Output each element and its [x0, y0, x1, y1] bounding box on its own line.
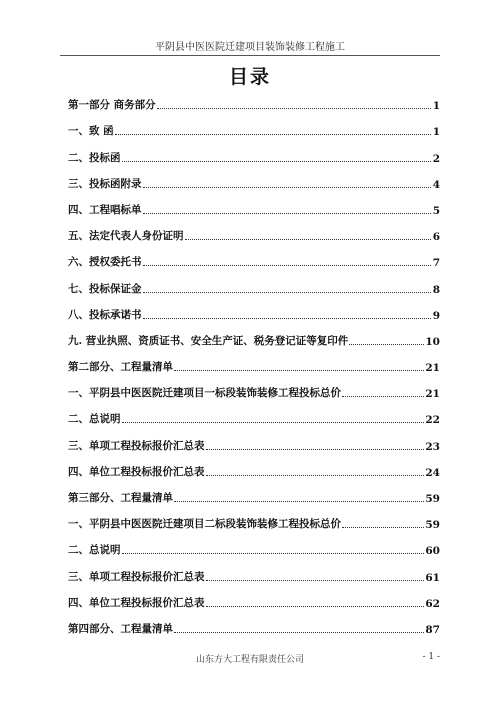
toc-dot-leader: [174, 369, 424, 371]
toc-dot-leader: [185, 238, 432, 240]
toc-entry-label: 三、投标函附录: [68, 177, 142, 190]
toc-entry[interactable]: [68, 610, 440, 636]
toc-dot-leader: [143, 291, 432, 293]
footer-company: 山东方大工程有限责任公司: [195, 655, 304, 665]
toc-entry-label: 三、单项工程投标报价汇总表: [68, 439, 205, 452]
toc-entry-page: 7: [432, 257, 440, 270]
toc-entry-page: 59: [425, 493, 440, 505]
toc-entry[interactable]: [68, 269, 440, 295]
toc-entry-page: 9: [432, 309, 440, 322]
toc-dot-leader: [157, 107, 431, 109]
toc-entry[interactable]: [68, 112, 440, 138]
toc-entry-page: 22: [425, 414, 440, 427]
toc-entry-label: 二、投标函: [68, 151, 121, 164]
toc-entry-page: 60: [425, 545, 440, 558]
toc-entry[interactable]: [68, 557, 440, 583]
toc-entry-page: 10: [425, 335, 440, 348]
toc-entry-page: 5: [432, 204, 440, 217]
toc-entry-label: 七、投标保证金: [68, 282, 142, 295]
toc-entry[interactable]: [68, 374, 440, 400]
toc-dot-leader: [206, 579, 425, 581]
toc-entry[interactable]: [68, 138, 440, 164]
toc-entry[interactable]: [68, 296, 440, 322]
toc-entry[interactable]: [68, 505, 440, 531]
table-of-contents: [68, 86, 440, 636]
toc-dot-leader: [174, 500, 424, 502]
toc-entry-label: 第二部分、工程量清单: [68, 361, 173, 374]
toc-entry-page: 4: [432, 178, 440, 191]
toc-entry-label: 二、总说明: [68, 413, 121, 426]
toc-dot-leader: [115, 133, 431, 135]
toc-entry-page: 59: [425, 519, 440, 532]
toc-entry-page: 1: [432, 126, 440, 139]
toc-dot-leader: [143, 317, 432, 319]
toc-entry-label: 第四部分、工程量清单: [68, 622, 173, 635]
toc-dot-leader: [206, 474, 425, 476]
toc-entry-label: 五、法定代表人身份证明: [68, 230, 184, 243]
toc-dot-leader: [342, 526, 424, 528]
toc-entry-label: 四、工程唱标单: [68, 203, 142, 216]
toc-dot-leader: [174, 631, 424, 633]
toc-entry[interactable]: [68, 479, 440, 505]
toc-entry-page: 23: [425, 440, 440, 453]
toc-entry[interactable]: [68, 322, 440, 348]
toc-dot-leader: [122, 421, 425, 423]
toc-entry-page: 21: [425, 362, 440, 375]
toc-entry-label: 四、单位工程投标报价汇总表: [68, 465, 205, 478]
toc-entry[interactable]: [68, 191, 440, 217]
toc-entry-label: 二、总说明: [68, 544, 121, 557]
toc-dot-leader: [143, 212, 432, 214]
toc-entry[interactable]: [68, 86, 440, 112]
footer-page-number: - 1 -: [422, 652, 440, 662]
toc-entry-page: 2: [432, 152, 440, 165]
toc-entry-page: 8: [432, 283, 440, 296]
toc-dot-leader: [206, 605, 425, 607]
toc-dot-leader: [349, 343, 424, 345]
header-divider: [60, 55, 440, 56]
toc-entry-label: 四、单位工程投标报价汇总表: [68, 596, 205, 609]
toc-entry-page: 87: [425, 623, 440, 636]
toc-entry-page: 21: [425, 388, 440, 401]
toc-entry-page: 61: [425, 571, 440, 584]
toc-dot-leader: [143, 264, 432, 266]
toc-dot-leader: [122, 160, 432, 162]
toc-entry[interactable]: [68, 400, 440, 426]
toc-entry-label: 第三部分、工程量清单: [68, 492, 173, 504]
toc-dot-leader: [143, 186, 432, 188]
toc-entry-label: 六、授权委托书: [68, 256, 142, 269]
toc-entry-label: 八、投标承诺书: [68, 308, 142, 321]
toc-entry-page: 24: [425, 466, 440, 479]
toc-dot-leader: [122, 552, 425, 554]
toc-entry-label: 九. 营业执照、资质证书、安全生产证、税务登记证等复印件: [68, 334, 349, 347]
toc-dot-leader: [342, 395, 424, 397]
toc-entry-page: 62: [425, 597, 440, 610]
page-header: 平阴县中医医院迁建项目装饰装修工程施工: [155, 42, 345, 53]
toc-entry[interactable]: [68, 348, 440, 374]
toc-entry[interactable]: [68, 453, 440, 479]
toc-dot-leader: [206, 448, 425, 450]
toc-entry[interactable]: [68, 217, 440, 243]
toc-entry[interactable]: [68, 584, 440, 610]
toc-entry[interactable]: [68, 165, 440, 191]
toc-entry[interactable]: [68, 531, 440, 557]
toc-entry-label: 一、平阴县中医医院迁建项目一标段装饰装修工程投标总价: [68, 387, 341, 400]
toc-entry-label: 一、致 函: [68, 125, 114, 138]
toc-entry-label: 一、平阴县中医医院迁建项目二标段装饰装修工程投标总价: [68, 518, 341, 531]
toc-entry[interactable]: [68, 426, 440, 452]
toc-entry-page: 1: [432, 100, 440, 113]
toc-entry[interactable]: [68, 243, 440, 269]
toc-entry-page: 6: [432, 231, 440, 244]
toc-entry-label: 三、单项工程投标报价汇总表: [68, 570, 205, 583]
toc-entry-label: 第一部分 商务部分: [68, 99, 156, 112]
toc-title: 目录: [228, 66, 271, 88]
